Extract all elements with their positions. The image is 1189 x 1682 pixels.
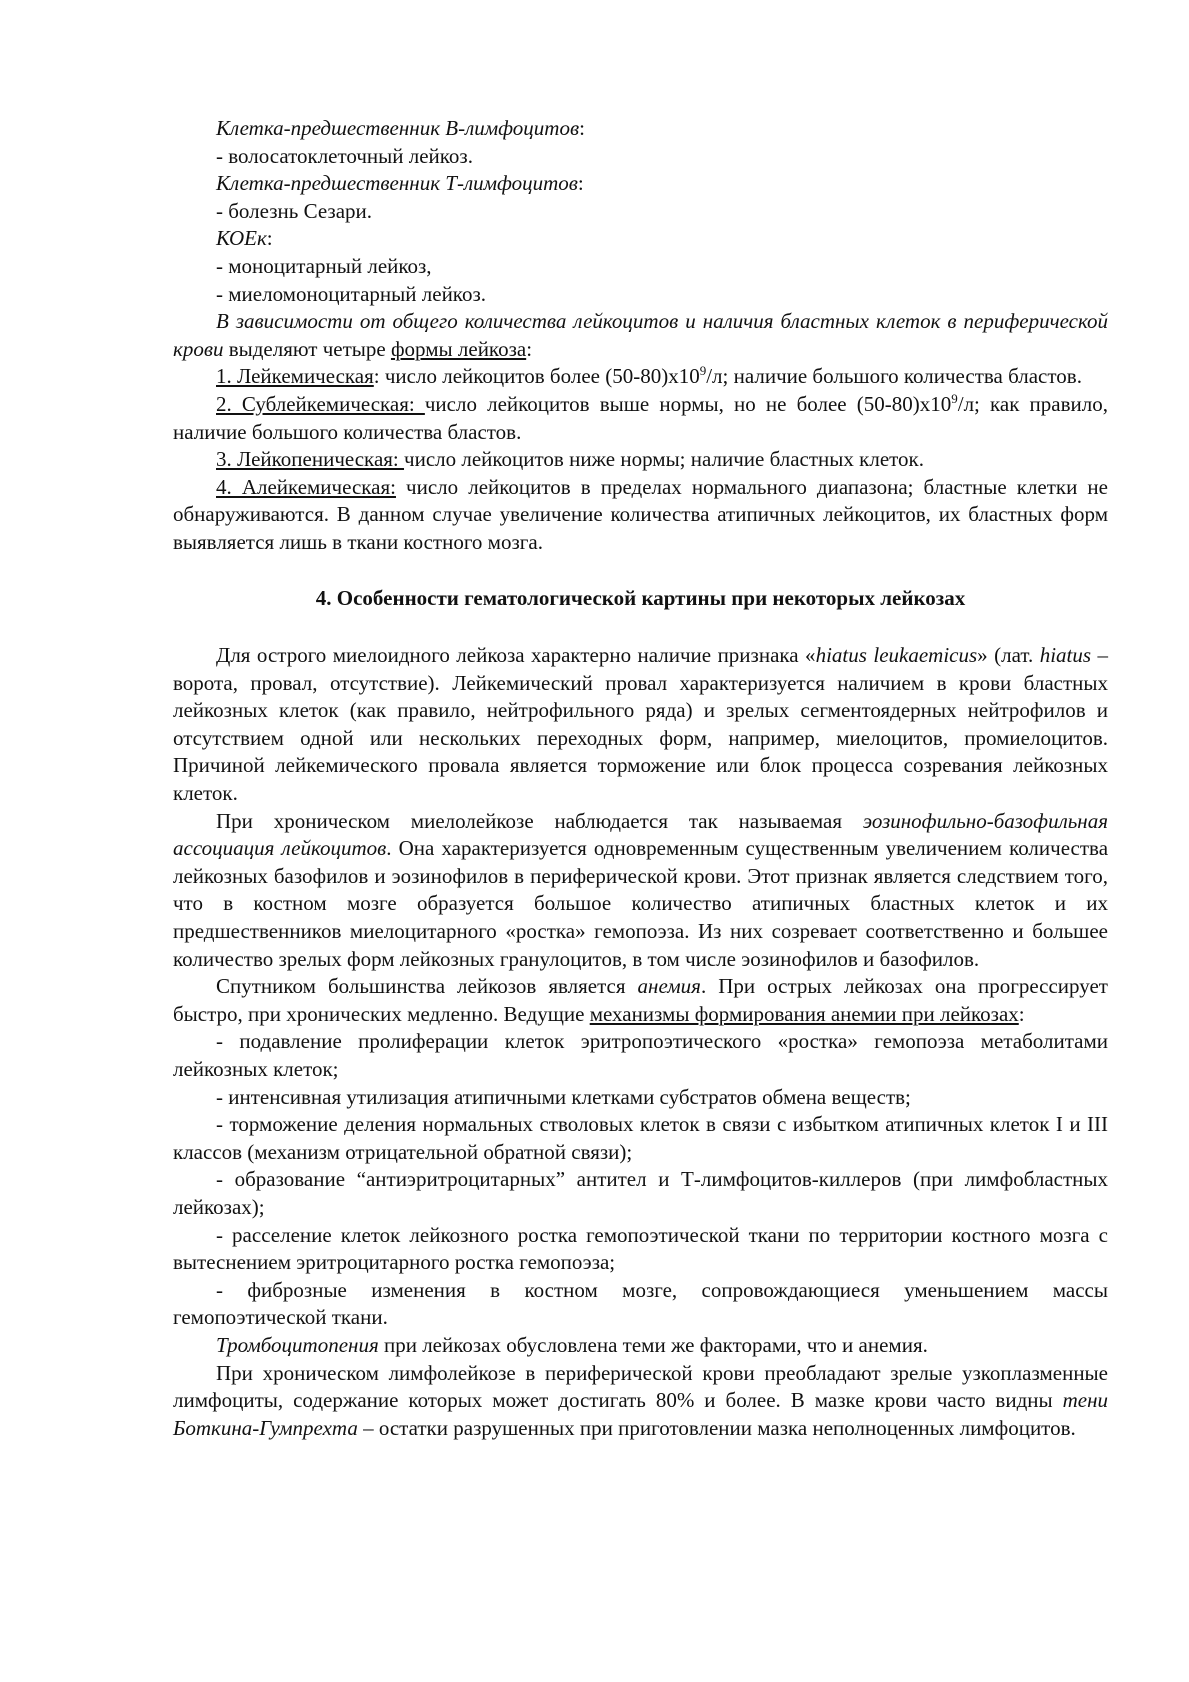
t-lymph-precursor-label: Клетка-предшественник Т-лимфоцитов: [216, 171, 578, 196]
form-4-name: 4. Алейкемическая:: [216, 474, 396, 499]
form-2-text-b: /л; как правило, наличие большого количества бластов.: [173, 391, 1108, 444]
mechanism-item: - интенсивная утилизация атипичными клетками субстратов обмена веществ;: [216, 1084, 911, 1109]
forms-intro-italic: В зависимости от общего количества лейкоцитов и наличия бластных клеток в периферической крови: [173, 309, 1108, 361]
forms-intro-text: выделяют четыре: [223, 336, 391, 361]
b-lymph-precursor-line: Клетка-предшественник В-лимфоцитов:: [216, 116, 585, 140]
section-4-heading: 4. Особенности гематологической картины при некоторых лейкозах: [315, 585, 966, 610]
hiatus-term-full: hiatus leukaemicus: [815, 643, 978, 668]
cml-text-b: . Она характеризуется одновременным существенным увеличением количества лейкозных базофилов и эозинофилов в периферической крови. Этот признак является следствием того, что в костном мозге образуется большое количество атипичных бластных клеток и их предшественников миелоцитарного «ростка» гемопоэза. Из них созревает соответственно и большее количество зрелых форм лейкозных гранулоцитов, в том числе эозинофилов и базофилов.: [173, 836, 1109, 971]
document-body: [173, 115, 1108, 1442]
form-2-sup: 9: [951, 390, 958, 406]
cml-paragraph: [173, 808, 1108, 974]
form-1-text-b: /л; наличие большого количества бластов.: [706, 364, 1082, 389]
koe-line: КОЕк:: [216, 226, 273, 251]
cll-text-a: При хроническом лимфолейкозе в периферической крови преобладают зрелые узкоплазменные лимфоциты, содержание которых может достигать 80% и более. В мазке крови часто видны: [173, 1360, 1108, 1413]
hiatus-text-c: – ворота, провал, отсутствие). Лейкемический провал характеризуется наличием в крови бластных лейкозных клеток (как правило, нейтрофильного ряда) и зрелых сегментоядерных нейтрофилов и отсутствием одной или нескольких переходных форм, например, миелоцитов, промиелоцитов. Причиной лейкемического провала является торможение или блок процесса созревания лейкозных клеток.: [173, 643, 1108, 806]
form-3-name: 3. Лейкопеническая:: [216, 447, 405, 472]
hiatus-text-b: » (лат.: [977, 643, 1040, 668]
t-lymph-precursor-line: Клетка-предшественник Т-лимфоцитов:: [216, 171, 584, 196]
thrombocytopenia-text: при лейкозах обусловлена теми же факторами, что и анемия.: [378, 1332, 928, 1357]
mechanism-item: - расселение клеток лейкозного ростка гемопоэтической ткани по территории костного мозга с вытеснением эритроцитарного ростка гемопоэза;: [173, 1222, 1108, 1275]
cml-text-a: При хроническом миелолейкозе наблюдается так называемая: [216, 808, 863, 833]
form-3-text: число лейкоцитов ниже нормы; наличие бластных клеток.: [404, 447, 925, 472]
anemia-paragraph: [173, 973, 1108, 1028]
mechanism-item: - образование “антиэритроцитарных” антител и Т-лимфоцитов-киллеров (при лимфобластных лейкозах);: [173, 1167, 1108, 1219]
form-1-name: 1. Лейкемическая: [216, 364, 374, 389]
hiatus-term: hiatus: [1039, 643, 1092, 668]
form-4-paragraph: [173, 474, 1108, 557]
anemia-mechanisms-underlined: механизмы формирования анемии при лейкозах: [589, 1001, 1019, 1026]
form-1-sup: 9: [699, 363, 707, 379]
anemia-text-b: . При острых лейкозах она прогрессирует быстро, при хронических медленно. Ведущие: [173, 974, 1108, 1026]
thrombocytopenia-paragraph: [173, 1332, 1108, 1360]
t-lymph-item: - болезнь Сезари.: [216, 198, 373, 223]
forms-intro-underlined: формы лейкоза: [390, 336, 527, 361]
mechanism-item: - подавление пролиферации клеток эритропоэтического «ростка» гемопоэза метаболитами лейкозных клеток;: [173, 1029, 1108, 1081]
mechanism-item: - фиброзные изменения в костном мозге, сопровождающиеся уменьшением массы гемопоэтической ткани.: [173, 1277, 1108, 1330]
forms-intro: В зависимости от общего количества лейкоцитов и наличия бластных клеток в периферической крови выделяют четыре формы лейкоза:: [173, 309, 1108, 361]
mechanism-item: - торможение деления нормальных стволовых клеток в связи с избытком атипичных клеток I и III классов (механизм отрицательной обратной связи);: [173, 1112, 1108, 1164]
cll-text-b: – остатки разрушенных при приготовлении мазка неполноценных лимфоцитов.: [357, 1415, 1076, 1440]
form-1-paragraph: [173, 363, 1108, 391]
b-lymph-precursor-label: Клетка-предшественник В-лимфоцитов: [216, 116, 580, 140]
anemia-text-c: :: [1018, 1001, 1025, 1026]
form-4-text: число лейкоцитов в пределах нормального диапазона; бластные клетки не обнаруживаются. В данном случае увеличение количества атипичных лейкоцитов, их бластных форм выявляется лишь в ткани костного мозга.: [173, 474, 1108, 554]
form-1-text-a: : число лейкоцитов более (50-80)х10: [373, 364, 700, 389]
cml-term: эозинофильно-базофильная ассоциация лейкоцитов: [173, 808, 1108, 861]
koe-item-2: - миеломоноцитарный лейкоз.: [216, 281, 486, 306]
anemia-term: анемия: [637, 974, 701, 999]
form-3-paragraph: [173, 446, 1108, 474]
thrombocytopenia-term: Тромбоцитопения: [216, 1332, 379, 1357]
form-2-paragraph: [173, 391, 1108, 446]
hiatus-text-a: Для острого миелоидного лейкоза характерно наличие признака «: [216, 643, 816, 668]
form-2-text-a: число лейкоцитов выше нормы, но не более (50-80)х10: [424, 391, 952, 416]
b-lymph-item: - волосатоклеточный лейкоз.: [216, 143, 473, 168]
cll-paragraph: [173, 1360, 1108, 1443]
form-2-name: 2. Сублейкемическая:: [216, 391, 425, 416]
hiatus-paragraph: [173, 642, 1108, 808]
anemia-text-a: Спутником большинства лейкозов является: [216, 974, 638, 999]
cll-term: тени Боткина-Гумпрехта: [173, 1388, 1108, 1440]
koe-item-1: - моноцитарный лейкоз,: [216, 253, 432, 278]
koe-label: КОЕк: [216, 226, 267, 251]
